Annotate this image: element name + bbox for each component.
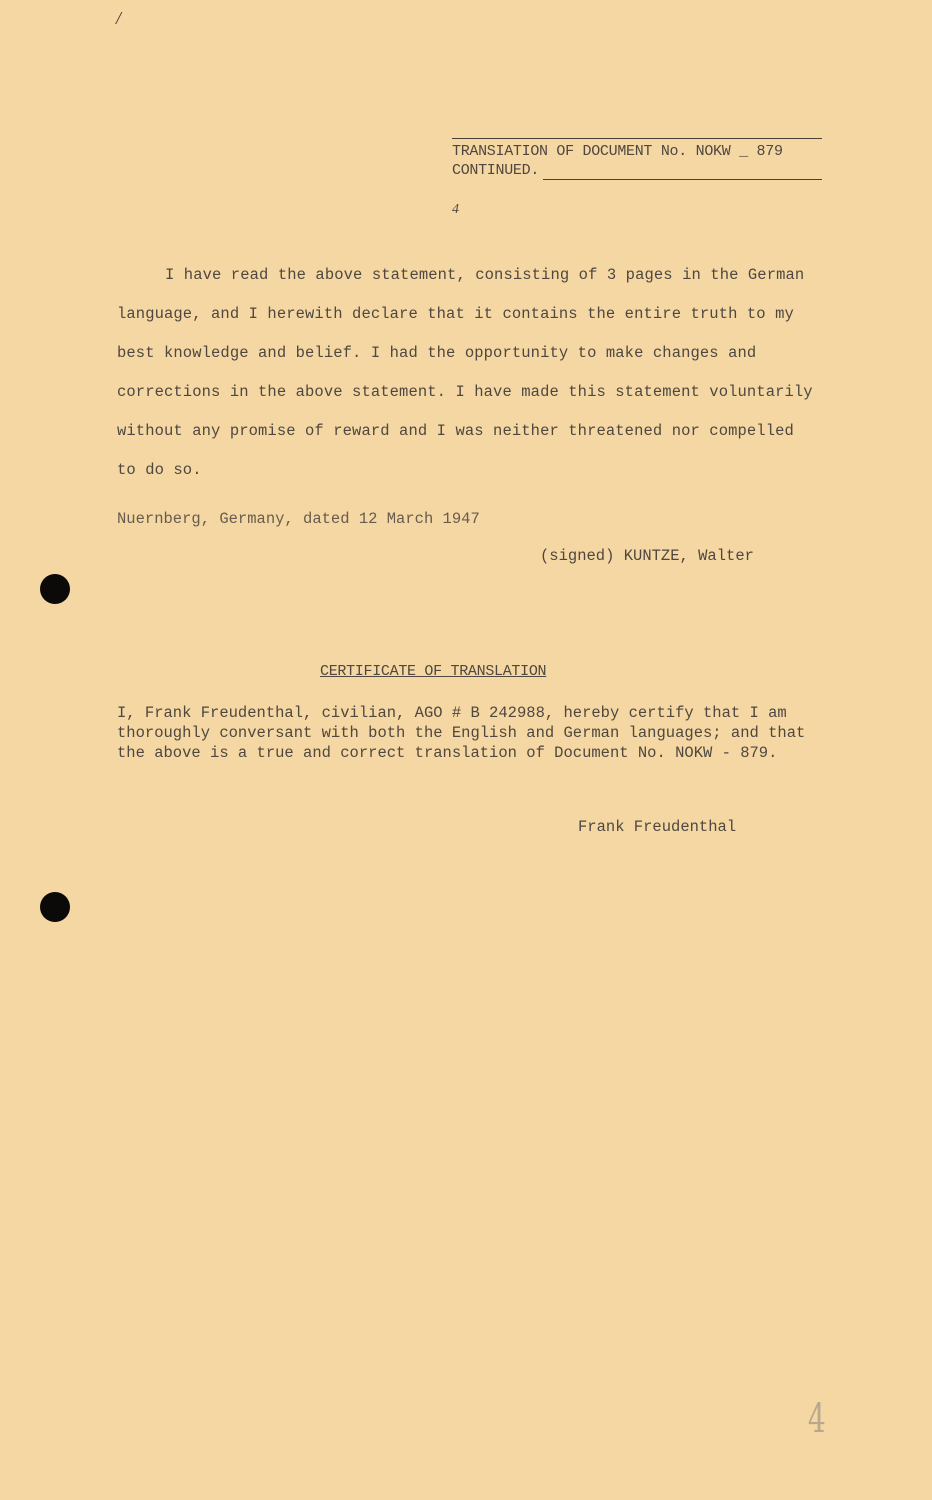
statement-line: without any promise of reward and I was neither threatened nor compelled: [117, 422, 794, 440]
certificate-paragraph: [117, 703, 805, 763]
translator-signature: Frank Freudenthal: [578, 818, 737, 836]
certificate-line: the above is a true and correct translation of Document No. NOKW - 879.: [117, 744, 778, 762]
header-title: TRANSIATION OF DOCUMENT No. NOKW _ 879: [452, 143, 783, 160]
statement-paragraph: [117, 256, 847, 490]
corner-mark: /: [116, 8, 122, 28]
statement-line: language, and I herewith declare that it contains the entire truth to my: [117, 305, 794, 323]
header-continued-row: [452, 162, 822, 180]
punch-hole: [40, 892, 70, 922]
certificate-line: I, Frank Freudenthal, civilian, AGO # B 242988, hereby certify that I am: [117, 704, 787, 722]
statement-line: corrections in the above statement. I have made this statement voluntarily: [117, 383, 813, 401]
statement-line: best knowledge and belief. I had the opportunity to make changes and: [117, 344, 757, 362]
header-bottom-rule: [543, 179, 822, 180]
pencil-page-number: 4: [807, 1396, 826, 1442]
page-number: 4: [452, 202, 459, 217]
date-line: Nuernberg, Germany, dated 12 March 1947: [117, 510, 480, 528]
header-top-rule: [452, 138, 822, 139]
statement-line: to do so.: [117, 461, 202, 479]
certificate-title: CERTIFICATE OF TRANSLATION: [320, 663, 547, 680]
certificate-line: thoroughly conversant with both the English and German languages; and that: [117, 724, 806, 742]
document-header: [452, 138, 822, 180]
header-continued: CONTINUED.: [452, 162, 540, 179]
signed-line: (signed) KUNTZE, Walter: [540, 547, 754, 565]
punch-hole: [40, 574, 70, 604]
statement-line: I have read the above statement, consisting of 3 pages in the German: [165, 266, 805, 284]
